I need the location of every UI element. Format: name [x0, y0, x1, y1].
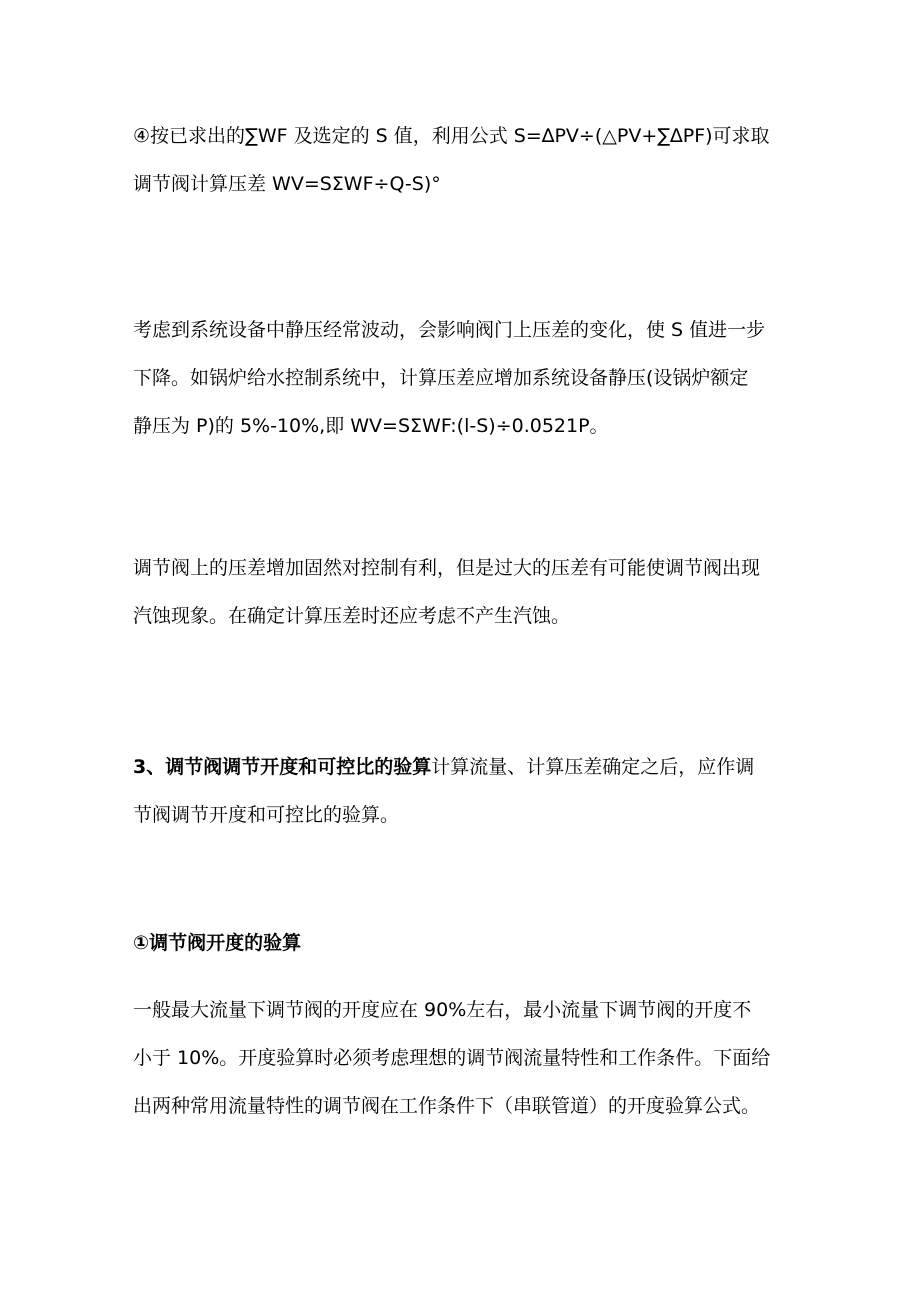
paragraph-static-pressure — [133, 306, 798, 450]
text-line: 节阀调节开度和可控比的验算。 — [133, 804, 400, 826]
paragraph-formula-s — [133, 112, 798, 208]
text-line: 汽蚀现象。在确定计算压差时还应考虑不产生汽蚀。 — [133, 605, 571, 627]
section-text: 计算流量、计算压差确定之后，应作调 — [431, 756, 755, 778]
text-line: ④按已求出的∑WF 及选定的 S 值，利用公式 S=∆PV÷(△PV+∑∆PF)可求取 — [133, 125, 770, 147]
subsection-title: ①调节阀开度的验算 — [133, 932, 302, 954]
paragraph-section-3 — [133, 743, 798, 839]
text-line: 静压为 P)的 5%-10%,即 WV=SΣWF:(l-S)÷0.0521P。 — [133, 415, 609, 437]
text-line: 调节阀计算压差 WV=SΣWF÷Q-S)° — [133, 173, 441, 195]
text-line: 小于 10%。开度验算时必须考虑理想的调节阀流量特性和工作条件。下面给 — [133, 1047, 771, 1069]
text-line: 调节阀上的压差增加固然对控制有利，但是过大的压差有可能使调节阀出现 — [133, 557, 761, 579]
text-line: 一般最大流量下调节阀的开度应在 90%左右，最小流量下调节阀的开度不 — [133, 999, 752, 1021]
text-line: 出两种常用流量特性的调节阀在工作条件下（串联管道）的开度验算公式。 — [133, 1095, 761, 1117]
paragraph-cavitation — [133, 544, 798, 640]
section-heading: 3、调节阀调节开度和可控比的验算 — [133, 756, 432, 778]
text-line: 考虑到系统设备中静压经常波动，会影响阀门上压差的变化，使 S 值进一步 — [133, 319, 766, 341]
paragraph-opening-check — [133, 986, 798, 1130]
text-line — [133, 743, 798, 791]
text-line: 下降。如锅炉给水控制系统中，计算压差应增加系统设备静压(设锅炉额定 — [133, 367, 749, 389]
subsection-heading — [133, 919, 798, 967]
